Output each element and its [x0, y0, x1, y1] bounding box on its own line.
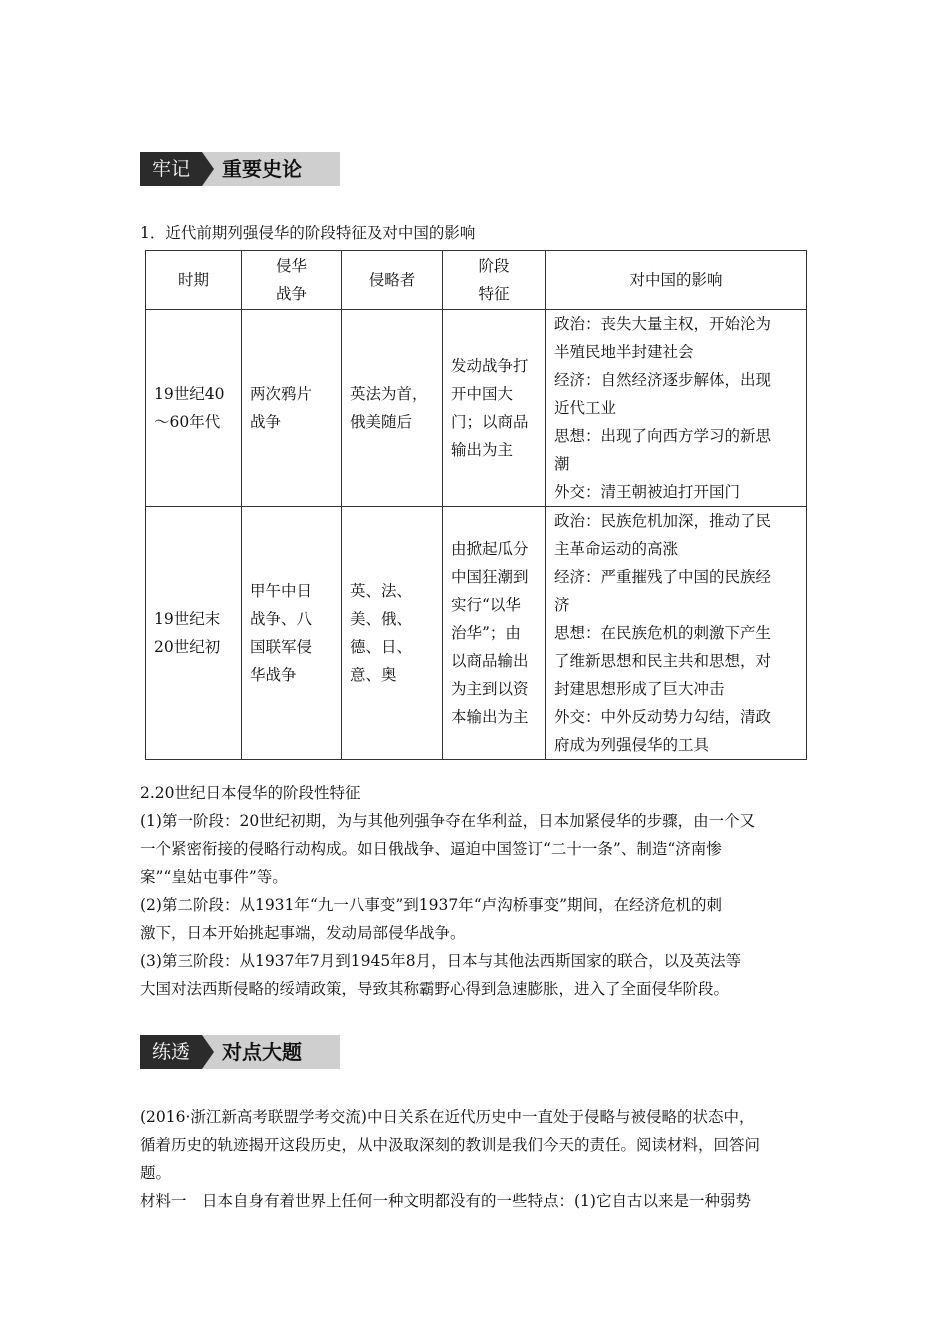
- heading-1: 1．近代前期列强侵华的阶段特征及对中国的影响: [140, 224, 476, 242]
- cell-invaders: 英法为首， 俄美随后: [342, 310, 443, 507]
- cell-impact: 政治：丧失大量主权，开始沦为 半殖民地半封建社会 经济：自然经济逐步解体，出现 近代工业 思想：出现了向西方学习的新思 潮 外交：清王朝被迫打开国门: [546, 310, 807, 507]
- section-banner-remember: [140, 152, 340, 186]
- cell-war: 甲午中日 战争、八 国联军侵 华战争: [242, 507, 342, 760]
- header-invaders: 侵略者: [342, 251, 443, 310]
- table-header-row: [146, 251, 807, 310]
- header-period: 时期: [146, 251, 242, 310]
- cell-period: 19世纪40 ～60年代: [146, 310, 242, 507]
- arrow-icon: [202, 152, 214, 186]
- cell-impact: 政治：民族危机加深，推动了民 主革命运动的高涨 经济：严重摧残了中国的民族经 济 思想：在民族危机的刺激下产生 了维新思想和民主共和思想，对 封建思想形成了巨大冲击 外交：中外反动势力勾结，清政 府成为列强侵华的工具: [546, 507, 807, 760]
- section-tag: 练透: [140, 1035, 202, 1069]
- heading-2: 2.20世纪日本侵华的阶段性特征: [140, 784, 361, 802]
- section-title: 重要史论: [222, 157, 302, 181]
- paragraph-stage-1: (1)第一阶段：20世纪初期，为与其他列强争夺在华利益，日本加紧侵华的步骤，由一个又 一个紧密衔接的侵略行动构成。如日俄战争、逼迫中国签订“二十一条”、制造“济南惨 案”“皇姑屯事件”等。: [140, 812, 756, 886]
- material-1: 材料一 日本自身有着世界上任何一种文明都没有的一些特点：(1)它自古以来是一种弱势: [140, 1192, 751, 1210]
- cell-feature: 由掀起瓜分 中国狂潮到 实行“以华 治华”；由 以商品输出 为主到以资 本输出为主: [443, 507, 546, 760]
- cell-war: 两次鸦片 战争: [242, 310, 342, 507]
- history-table: [145, 250, 807, 760]
- section-tag: 牢记: [140, 152, 202, 186]
- header-impact: 对中国的影响: [546, 251, 807, 310]
- cell-period: 19世纪末 20世纪初: [146, 507, 242, 760]
- header-feature: 阶段 特征: [443, 251, 546, 310]
- table-row: [146, 310, 807, 507]
- paragraph-stage-3: (3)第三阶段：从1937年7月到1945年8月，日本与其他法西斯国家的联合，以及英法等 大国对法西斯侵略的绥靖政策，导致其称霸野心得到急速膨胀，进入了全面侵华阶段。: [140, 952, 742, 998]
- section-title: 对点大题: [222, 1040, 302, 1064]
- table-row: [146, 507, 807, 760]
- section-banner-practice: [140, 1035, 340, 1069]
- paragraph-stage-2: (2)第二阶段：从1931年“九一八事变”到1937年“卢沟桥事变”期间，在经济危机的刺 激下，日本开始挑起事端，发动局部侵华战争。: [140, 896, 723, 942]
- cell-invaders: 英、法、 美、俄、 德、日、 意、奥: [342, 507, 443, 760]
- header-war: 侵华 战争: [242, 251, 342, 310]
- arrow-icon: [202, 1035, 214, 1069]
- question-intro: (2016·浙江新高考联盟学考交流)中日关系在近代历史中一直处于侵略与被侵略的状态中， 循着历史的轨迹揭开这段历史，从中汲取深刻的教训是我们今天的责任。阅读材料，回答问 题。: [140, 1108, 761, 1182]
- cell-feature: 发动战争打 开中国大 门；以商品 输出为主: [443, 310, 546, 507]
